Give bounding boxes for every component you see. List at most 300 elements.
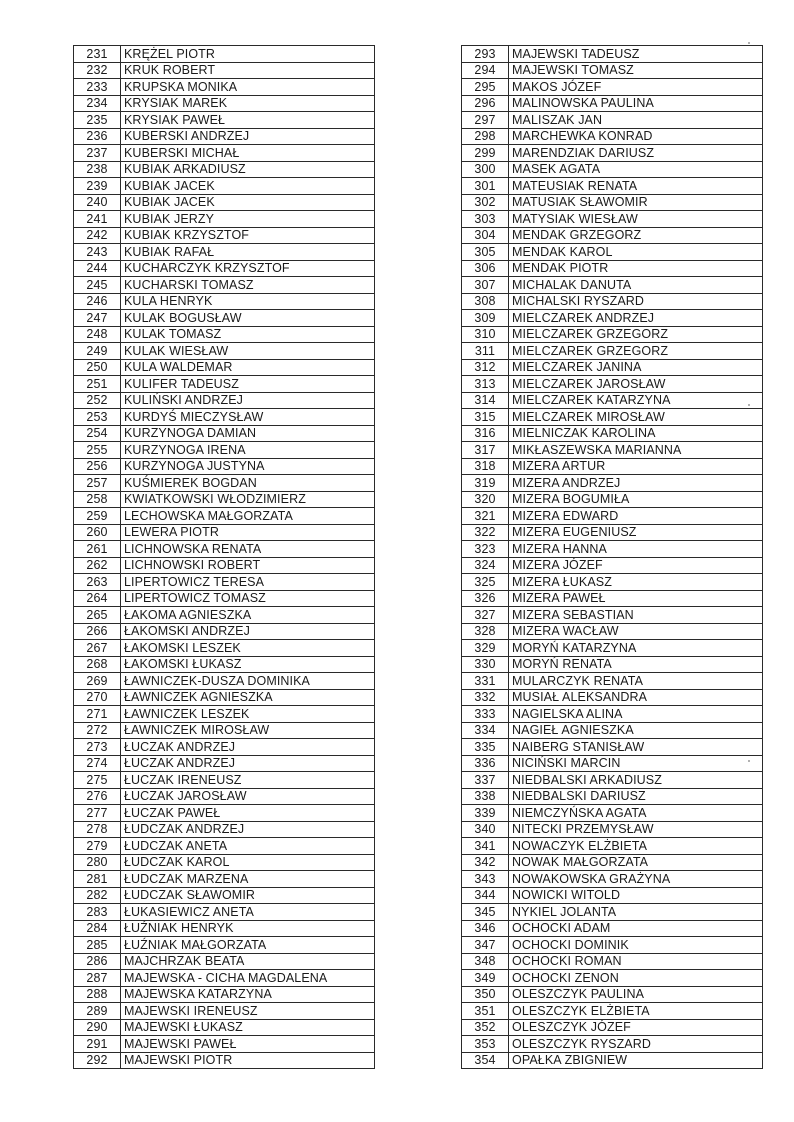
person-name: MIZERA ARTUR: [509, 458, 763, 475]
table-row: [462, 541, 763, 558]
table-row: [74, 904, 375, 921]
table-row: [462, 475, 763, 492]
row-number: 327: [462, 607, 509, 624]
person-name: KUCHARCZYK KRZYSZTOF: [121, 260, 375, 277]
person-name: KRYSIAK PAWEŁ: [121, 112, 375, 129]
row-number: 245: [74, 277, 121, 294]
row-number: 272: [74, 722, 121, 739]
row-number: 270: [74, 689, 121, 706]
row-number: 242: [74, 227, 121, 244]
person-name: MATYSIAK WIESŁAW: [509, 211, 763, 228]
person-name: MARENDZIAK DARIUSZ: [509, 145, 763, 162]
person-name: OLESZCZYK ELŻBIETA: [509, 1003, 763, 1020]
table-row: [74, 854, 375, 871]
row-number: 232: [74, 62, 121, 79]
person-name: MAJEWSKI TADEUSZ: [509, 46, 763, 63]
person-name: MIELCZAREK JANINA: [509, 359, 763, 376]
person-name: LEWERA PIOTR: [121, 524, 375, 541]
table-row: [462, 623, 763, 640]
row-number: 309: [462, 310, 509, 327]
row-number: 295: [462, 79, 509, 96]
row-number: 354: [462, 1052, 509, 1069]
row-number: 320: [462, 491, 509, 508]
table-row: [462, 392, 763, 409]
person-name: MENDAK GRZEGORZ: [509, 227, 763, 244]
person-name: NOWAK MAŁGORZATA: [509, 854, 763, 871]
row-number: 323: [462, 541, 509, 558]
table-row: [462, 805, 763, 822]
table-row: [462, 574, 763, 591]
person-name: OCHOCKI ZENON: [509, 970, 763, 987]
name-list-table-right: [461, 45, 763, 1069]
row-number: 236: [74, 128, 121, 145]
table-row: [74, 1019, 375, 1036]
person-name: ŁUCZAK ANDRZEJ: [121, 755, 375, 772]
person-name: MIELCZAREK KATARZYNA: [509, 392, 763, 409]
person-name: ŁUDCZAK MARZENA: [121, 871, 375, 888]
row-number: 328: [462, 623, 509, 640]
table-row: [74, 475, 375, 492]
person-name: MAJEWSKA KATARZYNA: [121, 986, 375, 1003]
table-row: [462, 244, 763, 261]
row-number: 292: [74, 1052, 121, 1069]
table-row: [74, 128, 375, 145]
row-number: 334: [462, 722, 509, 739]
table-row: [74, 211, 375, 228]
table-row: [74, 194, 375, 211]
row-number: 324: [462, 557, 509, 574]
row-number: 302: [462, 194, 509, 211]
person-name: KULAK WIESŁAW: [121, 343, 375, 360]
row-number: 243: [74, 244, 121, 261]
table-row: [74, 178, 375, 195]
table-row: [74, 145, 375, 162]
person-name: LICHNOWSKA RENATA: [121, 541, 375, 558]
person-name: LECHOWSKA MAŁGORZATA: [121, 508, 375, 525]
row-number: 276: [74, 788, 121, 805]
row-number: 244: [74, 260, 121, 277]
table-row: [74, 524, 375, 541]
table-row: [462, 95, 763, 112]
person-name: MALINOWSKA PAULINA: [509, 95, 763, 112]
person-name: MAJEWSKI PAWEŁ: [121, 1036, 375, 1053]
row-number: 349: [462, 970, 509, 987]
person-name: NAGIELSKA ALINA: [509, 706, 763, 723]
table-row: [74, 739, 375, 756]
row-number: 261: [74, 541, 121, 558]
table-row: [462, 1036, 763, 1053]
person-name: ŁUŹNIAK MAŁGORZATA: [121, 937, 375, 954]
name-list-body-left: [74, 46, 375, 1069]
row-number: 294: [462, 62, 509, 79]
table-row: [74, 970, 375, 987]
table-row: [462, 161, 763, 178]
table-row: [462, 376, 763, 393]
person-name: ŁUCZAK IRENEUSZ: [121, 772, 375, 789]
person-name: ŁUDCZAK KAROL: [121, 854, 375, 871]
person-name: ŁAWNICZEK LESZEK: [121, 706, 375, 723]
table-row: [462, 788, 763, 805]
table-row: [74, 227, 375, 244]
table-row: [462, 227, 763, 244]
table-row: [462, 277, 763, 294]
person-name: KUBIAK RAFAŁ: [121, 244, 375, 261]
row-number: 336: [462, 755, 509, 772]
person-name: MICHALSKI RYSZARD: [509, 293, 763, 310]
row-number: 332: [462, 689, 509, 706]
table-row: [462, 260, 763, 277]
table-row: [74, 640, 375, 657]
person-name: MIELCZAREK JAROSŁAW: [509, 376, 763, 393]
person-name: MENDAK PIOTR: [509, 260, 763, 277]
table-row: [462, 128, 763, 145]
person-name: MASEK AGATA: [509, 161, 763, 178]
row-number: 275: [74, 772, 121, 789]
person-name: KURZYNOGA DAMIAN: [121, 425, 375, 442]
table-row: [462, 491, 763, 508]
row-number: 240: [74, 194, 121, 211]
table-row: [462, 640, 763, 657]
table-row: [462, 178, 763, 195]
row-number: 313: [462, 376, 509, 393]
table-row: [462, 887, 763, 904]
row-number: 271: [74, 706, 121, 723]
row-number: 329: [462, 640, 509, 657]
row-number: 293: [462, 46, 509, 63]
row-number: 299: [462, 145, 509, 162]
row-number: 339: [462, 805, 509, 822]
row-number: 249: [74, 343, 121, 360]
row-number: 269: [74, 673, 121, 690]
row-number: 283: [74, 904, 121, 921]
table-row: [74, 293, 375, 310]
person-name: NAGIEŁ AGNIESZKA: [509, 722, 763, 739]
person-name: MORYŃ KATARZYNA: [509, 640, 763, 657]
table-row: [74, 574, 375, 591]
table-row: [74, 1052, 375, 1069]
person-name: MIZERA SEBASTIAN: [509, 607, 763, 624]
table-row: [74, 508, 375, 525]
person-name: MIZERA BOGUMIŁA: [509, 491, 763, 508]
table-row: [74, 557, 375, 574]
person-name: KULA WALDEMAR: [121, 359, 375, 376]
table-row: [74, 359, 375, 376]
person-name: ŁUKASIEWICZ ANETA: [121, 904, 375, 921]
person-name: KUBIAK ARKADIUSZ: [121, 161, 375, 178]
person-name: NIEMCZYŃSKA AGATA: [509, 805, 763, 822]
row-number: 281: [74, 871, 121, 888]
person-name: KUCHARSKI TOMASZ: [121, 277, 375, 294]
row-number: 254: [74, 425, 121, 442]
row-number: 314: [462, 392, 509, 409]
row-number: 308: [462, 293, 509, 310]
row-number: 264: [74, 590, 121, 607]
person-name: ŁAWNICZEK MIROSŁAW: [121, 722, 375, 739]
person-name: OCHOCKI ADAM: [509, 920, 763, 937]
person-name: MIZERA JÓZEF: [509, 557, 763, 574]
person-name: ŁUDCZAK ANETA: [121, 838, 375, 855]
table-row: [462, 62, 763, 79]
row-number: 252: [74, 392, 121, 409]
row-number: 296: [462, 95, 509, 112]
table-row: [462, 508, 763, 525]
row-number: 251: [74, 376, 121, 393]
table-row: [74, 112, 375, 129]
table-row: [462, 557, 763, 574]
row-number: 338: [462, 788, 509, 805]
row-number: 282: [74, 887, 121, 904]
row-number: 234: [74, 95, 121, 112]
table-row: [462, 953, 763, 970]
table-row: [74, 62, 375, 79]
row-number: 279: [74, 838, 121, 855]
person-name: NIEDBALSKI DARIUSZ: [509, 788, 763, 805]
row-number: 310: [462, 326, 509, 343]
row-number: 341: [462, 838, 509, 855]
table-row: [74, 871, 375, 888]
table-row: [462, 1019, 763, 1036]
row-number: 248: [74, 326, 121, 343]
table-row: [462, 689, 763, 706]
person-name: NOWICKI WITOLD: [509, 887, 763, 904]
row-number: 348: [462, 953, 509, 970]
person-name: MIELCZAREK MIROSŁAW: [509, 409, 763, 426]
row-number: 246: [74, 293, 121, 310]
table-row: [74, 920, 375, 937]
table-row: [462, 359, 763, 376]
table-row: [462, 821, 763, 838]
row-number: 351: [462, 1003, 509, 1020]
row-number: 333: [462, 706, 509, 723]
table-row: [74, 986, 375, 1003]
row-number: 350: [462, 986, 509, 1003]
row-number: 331: [462, 673, 509, 690]
person-name: ŁUDCZAK SŁAWOMIR: [121, 887, 375, 904]
person-name: KUBIAK JERZY: [121, 211, 375, 228]
row-number: 288: [74, 986, 121, 1003]
row-number: 277: [74, 805, 121, 822]
table-row: [462, 937, 763, 954]
row-number: 267: [74, 640, 121, 657]
table-row: [74, 805, 375, 822]
row-number: 318: [462, 458, 509, 475]
table-row: [74, 706, 375, 723]
table-row: [462, 986, 763, 1003]
person-name: KUŚMIEREK BOGDAN: [121, 475, 375, 492]
table-row: [74, 491, 375, 508]
person-name: ŁAWNICZEK AGNIESZKA: [121, 689, 375, 706]
person-name: KRUPSKA MONIKA: [121, 79, 375, 96]
person-name: MIZERA EDWARD: [509, 508, 763, 525]
table-row: [74, 755, 375, 772]
person-name: ŁUCZAK JAROSŁAW: [121, 788, 375, 805]
person-name: KUBERSKI MICHAŁ: [121, 145, 375, 162]
row-number: 340: [462, 821, 509, 838]
table-row: [74, 788, 375, 805]
row-number: 300: [462, 161, 509, 178]
person-name: MAJCHRZAK BEATA: [121, 953, 375, 970]
person-name: MAJEWSKI PIOTR: [121, 1052, 375, 1069]
row-number: 337: [462, 772, 509, 789]
row-number: 326: [462, 590, 509, 607]
row-number: 303: [462, 211, 509, 228]
row-number: 304: [462, 227, 509, 244]
table-row: [74, 937, 375, 954]
person-name: MIKŁASZEWSKA MARIANNA: [509, 442, 763, 459]
row-number: 297: [462, 112, 509, 129]
row-number: 241: [74, 211, 121, 228]
row-number: 280: [74, 854, 121, 871]
row-number: 312: [462, 359, 509, 376]
table-row: [74, 623, 375, 640]
person-name: KULAK BOGUSŁAW: [121, 310, 375, 327]
table-row: [462, 970, 763, 987]
row-number: 306: [462, 260, 509, 277]
person-name: MIZERA PAWEŁ: [509, 590, 763, 607]
table-row: [74, 95, 375, 112]
row-number: 344: [462, 887, 509, 904]
person-name: MENDAK KAROL: [509, 244, 763, 261]
person-name: MIZERA EUGENIUSZ: [509, 524, 763, 541]
table-row: [462, 722, 763, 739]
person-name: NAIBERG STANISŁAW: [509, 739, 763, 756]
table-row: [74, 392, 375, 409]
table-row: [74, 425, 375, 442]
row-number: 284: [74, 920, 121, 937]
row-number: 322: [462, 524, 509, 541]
row-number: 266: [74, 623, 121, 640]
person-name: MICHALAK DANUTA: [509, 277, 763, 294]
row-number: 311: [462, 343, 509, 360]
row-number: 274: [74, 755, 121, 772]
person-name: ŁUCZAK PAWEŁ: [121, 805, 375, 822]
person-name: KUBERSKI ANDRZEJ: [121, 128, 375, 145]
row-number: 265: [74, 607, 121, 624]
person-name: NITECKI PRZEMYSŁAW: [509, 821, 763, 838]
scan-speck: [748, 404, 750, 406]
table-row: [74, 409, 375, 426]
person-name: NOWAKOWSKA GRAŻYNA: [509, 871, 763, 888]
table-row: [74, 838, 375, 855]
row-number: 255: [74, 442, 121, 459]
person-name: NOWACZYK ELŻBIETA: [509, 838, 763, 855]
person-name: MAJEWSKI TOMASZ: [509, 62, 763, 79]
person-name: OPAŁKA ZBIGNIEW: [509, 1052, 763, 1069]
scan-speck: [748, 760, 750, 762]
row-number: 325: [462, 574, 509, 591]
person-name: MATUSIAK SŁAWOMIR: [509, 194, 763, 211]
name-list-table-left: [73, 45, 375, 1069]
person-name: KWIATKOWSKI WŁODZIMIERZ: [121, 491, 375, 508]
table-row: [462, 706, 763, 723]
person-name: MAKOS JÓZEF: [509, 79, 763, 96]
table-row: [74, 161, 375, 178]
person-name: ŁAKOMSKI ANDRZEJ: [121, 623, 375, 640]
row-number: 233: [74, 79, 121, 96]
person-name: NICIŃSKI MARCIN: [509, 755, 763, 772]
person-name: OLESZCZYK JÓZEF: [509, 1019, 763, 1036]
person-name: KULIŃSKI ANDRZEJ: [121, 392, 375, 409]
person-name: MAJEWSKA - CICHA MAGDALENA: [121, 970, 375, 987]
row-number: 263: [74, 574, 121, 591]
person-name: ŁAKOMSKI ŁUKASZ: [121, 656, 375, 673]
table-row: [462, 524, 763, 541]
row-number: 258: [74, 491, 121, 508]
person-name: NYKIEL JOLANTA: [509, 904, 763, 921]
person-name: KRYSIAK MAREK: [121, 95, 375, 112]
person-name: ŁUDCZAK ANDRZEJ: [121, 821, 375, 838]
table-row: [462, 458, 763, 475]
person-name: MIZERA ANDRZEJ: [509, 475, 763, 492]
table-row: [462, 79, 763, 96]
person-name: MARCHEWKA KONRAD: [509, 128, 763, 145]
table-row: [462, 112, 763, 129]
row-number: 353: [462, 1036, 509, 1053]
person-name: ŁAKOMA AGNIESZKA: [121, 607, 375, 624]
row-number: 247: [74, 310, 121, 327]
table-row: [462, 838, 763, 855]
person-name: KUBIAK JACEK: [121, 194, 375, 211]
row-number: 285: [74, 937, 121, 954]
row-number: 231: [74, 46, 121, 63]
table-row: [462, 442, 763, 459]
table-row: [462, 673, 763, 690]
row-number: 253: [74, 409, 121, 426]
table-row: [462, 211, 763, 228]
person-name: KURDYŚ MIECZYSŁAW: [121, 409, 375, 426]
table-row: [74, 326, 375, 343]
row-number: 315: [462, 409, 509, 426]
table-row: [462, 904, 763, 921]
table-row: [74, 1003, 375, 1020]
person-name: OLESZCZYK RYSZARD: [509, 1036, 763, 1053]
person-name: LIPERTOWICZ TOMASZ: [121, 590, 375, 607]
row-number: 286: [74, 953, 121, 970]
table-row: [462, 145, 763, 162]
table-row: [74, 656, 375, 673]
person-name: KURZYNOGA IRENA: [121, 442, 375, 459]
person-name: MIZERA HANNA: [509, 541, 763, 558]
person-name: OLESZCZYK PAULINA: [509, 986, 763, 1003]
row-number: 347: [462, 937, 509, 954]
person-name: MATEUSIAK RENATA: [509, 178, 763, 195]
table-row: [74, 887, 375, 904]
row-number: 256: [74, 458, 121, 475]
row-number: 342: [462, 854, 509, 871]
row-number: 345: [462, 904, 509, 921]
table-row: [462, 1052, 763, 1069]
row-number: 298: [462, 128, 509, 145]
person-name: ŁUŹNIAK HENRYK: [121, 920, 375, 937]
row-number: 268: [74, 656, 121, 673]
row-number: 346: [462, 920, 509, 937]
person-name: KULAK TOMASZ: [121, 326, 375, 343]
person-name: MORYŃ RENATA: [509, 656, 763, 673]
name-list-body-right: [462, 46, 763, 1069]
person-name: NIEDBALSKI ARKADIUSZ: [509, 772, 763, 789]
table-row: [74, 689, 375, 706]
row-number: 262: [74, 557, 121, 574]
person-name: KULIFER TADEUSZ: [121, 376, 375, 393]
table-row: [74, 277, 375, 294]
table-row: [74, 260, 375, 277]
person-name: MULARCZYK RENATA: [509, 673, 763, 690]
person-name: KRĘŻEL PIOTR: [121, 46, 375, 63]
row-number: 239: [74, 178, 121, 195]
row-number: 235: [74, 112, 121, 129]
table-row: [462, 590, 763, 607]
person-name: OCHOCKI DOMINIK: [509, 937, 763, 954]
